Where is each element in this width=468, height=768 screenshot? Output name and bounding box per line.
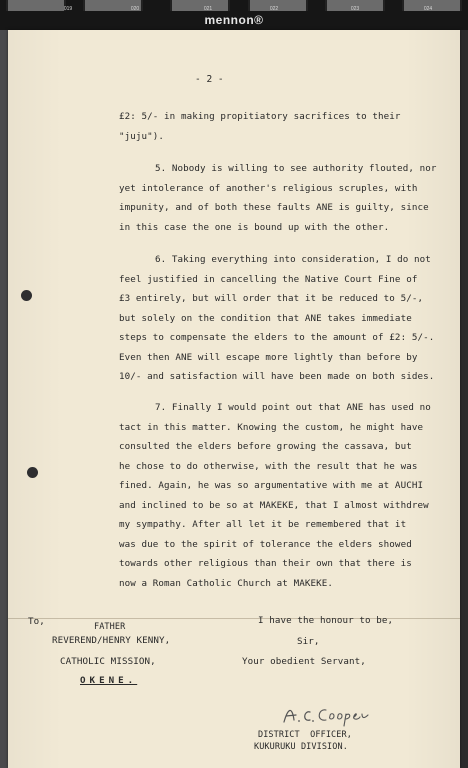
text-line: now a Roman Catholic Church at MAKEKE. (119, 578, 333, 589)
frame-number: 020 (130, 6, 140, 12)
text-line: consulted the elders before growing the cassava, but (119, 441, 412, 452)
text-line: feel justified in cancelling the Native Court Fine of (119, 274, 418, 285)
text-line: he chose to do otherwise, with the result that he was (119, 461, 418, 472)
text-line: and inclined to be so at MAKEKE, that I almost withdrew (119, 500, 429, 511)
addressee-mission: CATHOLIC MISSION, (60, 656, 156, 667)
text-line: my sympathy. After all let it be remembered that it (119, 519, 407, 530)
addressee-place: OKENE. (80, 675, 138, 686)
addressee-father: FATHER (94, 622, 126, 632)
background-right (460, 30, 468, 768)
frame-number: 024 (423, 6, 433, 12)
page-number: - 2 - (195, 74, 224, 85)
text-line: impunity, and of both these faults ANE is guilty, since (119, 202, 429, 213)
text-line: 5. Nobody is willing to see authority flouted, nor (155, 163, 437, 174)
text-line: yet intolerance of another's religious scruples, with (119, 183, 418, 194)
sender-division: KUKURUKU DIVISION. (254, 742, 348, 752)
text-line: towards other religious than their own that there is (119, 558, 412, 569)
text-line: Even then ANE will escape more lightly than before by (119, 352, 418, 363)
frame-number: 019 (63, 6, 73, 12)
closing-sir: Sir, (297, 636, 320, 647)
punch-hole (21, 290, 32, 301)
background-left (0, 30, 8, 768)
text-line: steps to compensate the elders to the amount of £2: 5/-. (119, 332, 435, 343)
frame-number: 022 (269, 6, 279, 12)
sender-title: DISTRICT OFFICER, (258, 730, 352, 740)
text-line: £2: 5/- in making propitiatory sacrifices to their (119, 111, 401, 122)
addressee-name: REVEREND/HENRY KENNY, (52, 635, 171, 646)
addressee-to: To, (28, 616, 45, 627)
punch-hole (27, 467, 38, 478)
frame-number: 023 (350, 6, 360, 12)
text-line: tact in this matter. Knowing the custom, he might have (119, 422, 424, 433)
text-line: £3 entirely, but will order that it be reduced to 5/-, (119, 293, 424, 304)
scanner-brand-logo: mennon® (204, 13, 264, 27)
frame-number: 021 (203, 6, 213, 12)
text-line: "juju"). (119, 131, 165, 142)
scanner-film-strip (0, 0, 468, 30)
text-line: 7. Finally I would point out that ANE has used no (155, 402, 431, 413)
text-line: 6. Taking everything into consideration, I do not (155, 254, 431, 265)
text-line: but solely on the condition that ANE takes immediate (119, 313, 412, 324)
text-line: in this case the one is bound up with the other. (119, 222, 390, 233)
closing-line: I have the honour to be, (258, 615, 394, 626)
handwritten-signature (280, 702, 380, 728)
text-line: 10/- and satisfaction will have been made on both sides. (119, 371, 435, 382)
text-line: fined. Again, he was so argumentative with me at AUCHI (119, 480, 424, 491)
closing-servant: Your obedient Servant, (242, 656, 366, 667)
text-line: was due to the spirit of tolerance the elders showed (119, 539, 412, 550)
